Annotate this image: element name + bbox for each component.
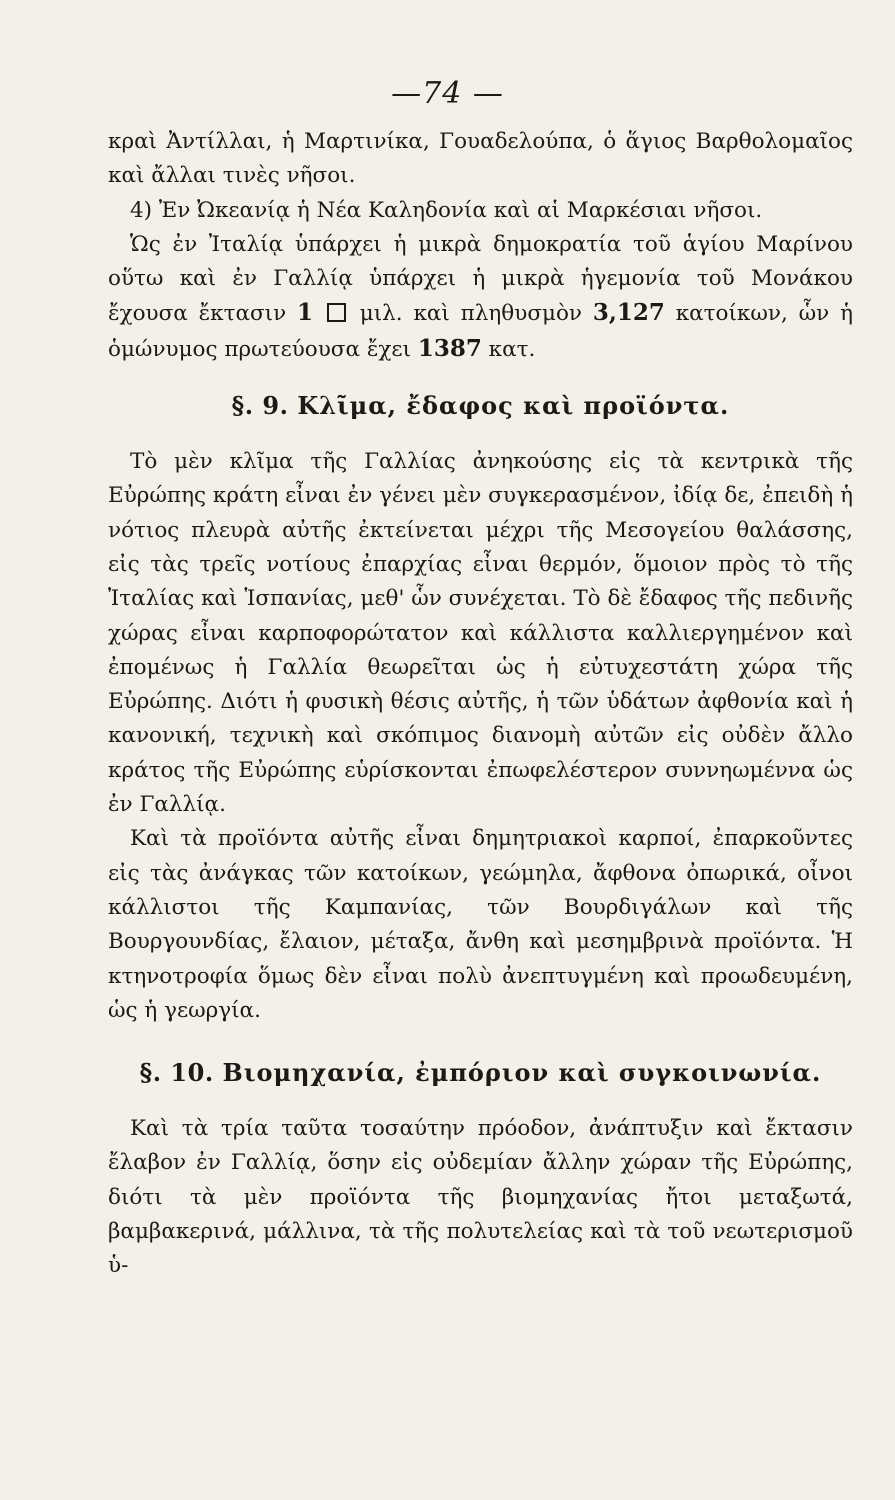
monaco-area-value: 1 xyxy=(297,299,314,327)
page-number: —74 — xyxy=(391,76,504,111)
monaco-capital-population-value: 1387 xyxy=(417,334,482,362)
section-10-heading xyxy=(108,1056,853,1090)
square-mile-symbol-icon xyxy=(327,303,346,322)
monaco-text-part1: Ὡς ἐν Ἰταλίᾳ ὑπάρχει ἡ μικρὰ δημοκρατία τοῦ ἁγίου Μαρίνου οὕτω καὶ ἐν Γαλλίᾳ ὑπάρχει ἡ μικρὰ ἡγεμονία τοῦ Μονάκου ἔχουσα ἔκτασιν xyxy=(108,231,853,327)
text-body xyxy=(108,125,853,1284)
colonies-antilles-text: κραὶ Ἀντίλλαι, ἡ Μαρτινίκα, Γουαδελούπα, ὁ ἅγιος Βαρθολομαῖος καὶ ἄλλαι τινὲς νῆσοι. xyxy=(108,129,853,189)
section-9-heading xyxy=(108,389,853,423)
colonies-oceania-text: 4) Ἐν Ὠκεανίᾳ ἡ Νέα Καληδονία καὶ αἱ Μαρκέσιαι νῆσοι. xyxy=(130,197,763,223)
industry-paragraph: Καὶ τὰ τρία ταῦτα τοσαύτην πρόοδον, ἀνάπτυξιν καὶ ἔκτασιν ἔλαβον ἐν Γαλλίᾳ, ὅσην εἰς οὐδεμίαν ἄλλην χώραν τῆς Εὐρώπης, διότι τὰ μὲν προϊόντα τῆς βιομηχανίας ἤτοι μεταξωτά, βαμβακερινά, μάλλινα, τὰ τῆς πολυτελείας καὶ τὰ τοῦ νεωτερισμοῦ ὑ- xyxy=(108,1116,853,1279)
products-paragraph: Καὶ τὰ προϊόντα αὐτῆς εἶναι δημητριακοὶ καρποί, ἐπαρκοῦντες εἰς τὰς ἀνάγκας τῶν κατοίκων, γεώμηλα, ἄφθονα ὀπωρικά, οἶνοι κάλλιστοι τῆς Καμπανίας, τῶν Βουρδιγάλων καὶ τῆς Βουργουνδίας, ἔλαιον, μέταξα, ἄνθη καὶ μεσημβρινὰ προϊόντα. Ἡ κτηνοτροφία ὅμως δὲν εἶναι πολὺ ἀνεπτυγμένη καὶ προωδευμένη, ὡς ἡ γεωργία. xyxy=(108,826,853,1023)
monaco-text-part2: μιλ. καὶ πληθυσμὸν xyxy=(359,301,582,327)
section-9-title: Κλῖμα, ἔδαφος καὶ προϊόντα. xyxy=(297,391,730,421)
monaco-text-part4: κατ. xyxy=(488,336,536,362)
monaco-paragraph xyxy=(108,228,853,367)
section-9-number: §. 9. xyxy=(231,391,289,421)
monaco-text-part3: κατοίκων, ὧν ἡ ὁμώνυμος πρωτεύουσα ἔχει xyxy=(108,301,853,362)
monaco-population-value: 3,127 xyxy=(592,299,665,327)
section-10-title: Βιομηχανία, ἐμπόριον καὶ συγκοινωνία. xyxy=(222,1058,822,1088)
climate-paragraph: Τὸ μὲν κλῖμα τῆς Γαλλίας ἀνηκούσης εἰς τὰ κεντρικὰ τῆς Εὐρώπης κράτη εἶναι ἐν γένει μὲν συγκερασμένον, ἰδίᾳ δε, ἐπειδὴ ἡ νότιος πλευρὰ αὐτῆς ἐκτείνεται μέχρι τῆς Μεσογείου θαλάσσης, εἰς τὰς τρεῖς νοτίους ἐπαρχίας εἶναι θερμόν, ὅμοιον πρὸς τὸ τῆς Ἰταλίας καὶ Ἱσπανίας, μεθ' ὧν συνέχεται. Τὸ δὲ ἔδαφος τῆς πεδινῆς χώρας εἶναι καρποφορώτατον καὶ κάλλιστα καλλιεργημένον καὶ ἐπομένως ἡ Γαλλία θεωρεῖται ὡς ἡ εὐτυχεστάτη χώρα τῆς Εὐρώπης. Διότι ἡ φυσικὴ θέσις αὐτῆς, ἡ τῶν ὑδάτων ἀφθονία καὶ ἡ κανονική, τεχνικὴ καὶ σκόπιμος διανομὴ αὐτῶν εἰς οὐδὲν ἄλλο κράτος τῆς Εὐρώπης εὑρίσκονται ἐπωφελέστερον συννηωμέννα ὡς ἐν Γαλλίᾳ. xyxy=(108,449,853,818)
section-10-number: §. 10. xyxy=(139,1058,214,1088)
